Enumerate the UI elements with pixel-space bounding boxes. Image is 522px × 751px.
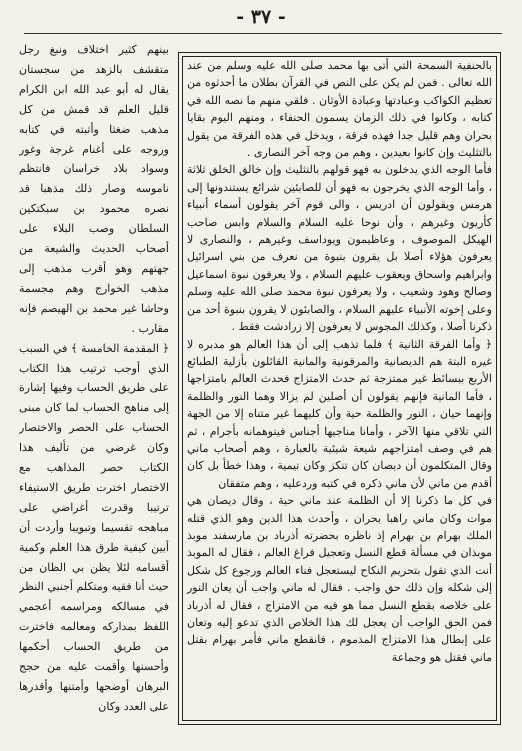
main-paragraph: بالحنفية السمحة التي أتى بها محمد صلى الله عليه وسلم من عند الله تعالى . فمن لم يكن على النص في القرآن بطلان ما أحدثوه من تعظيم الكواكب وعبادتها وعبادة الأوثان . فلقي منهم ما نصه الله في كتابه ، وكانوا في ذلك الزمان يسمون الحنفاء ، ومنهم اليوم بقايا بحران وهم قليل جدا فهذه فرقة ، ويدخل في هذه الفرقة من يقول بالتثليث وإن كانوا بعيدين ، وهم من وجه آخر النصارى .	[187, 59, 492, 160]
main-column	[178, 52, 501, 725]
header-rule	[24, 33, 502, 34]
side-paragraph: بينهم كثير اختلاف ونبغ رجل متقشف بالزهد من سجستان يقال له أبو عبد الله ابن الكرام قليل العلم قد قمش من كل مذهب ضغثا وأثبته في كتابه وروجه على أغنام غرجة وغور وسواد بلاد خراسان فانتظم ناموسه وصار ذلك مذهبا قد نصره محمود بن سبكتكين السلطان وصب البلاء على أصحاب الحديث والشيعة من جهتهم وهو أقرب مذهب إلى مذهب الخوارج وهم مجسمة وحاشا غير محمد بن الهيصم فإنه مقارب .	[19, 43, 169, 335]
main-paragraph: في كل ما ذكرنا إلا أن الظلمة عند ماني حية ، وقال ديصان هي موات وكان ماني راهبا بحران ، وأحدث هذا الدين وهو الذي قتله الملك بهرام بن بهرام إذ ناظره بحضرته أذرباد بن مارسفند موبذ موبذان في مسألة قطع النسل وتعجيل فراغ العالم ، فقال له الموبذ أنت الذي تقول بتحريم النكاح ليستعجل فناء العالم ورجوع كل شكل إلى شكله وإن ذلك حق واجب . فقال له ماني واجب أن يعان النور على خلاصه بقطع النسل مما هو فيه من الامتزاج ، فقال له أذرباد فمن الحق الواجب أن يعجل لك هذا الخلاص الذي تدعو إليه وتعان على إبطال هذا الامتزاج المذموم ، فانقطع ماني فأمر بهرام بقتل ماني فقتل هو وجماعة	[187, 494, 492, 664]
page-number: - ٣٧ -	[236, 6, 286, 28]
side-paragraph: ﴿ المقدمة الخامسة ﴾ في السبب الذي أوجب ترتيب هذا الكتاب على طريق الحساب وفيها إشارة إلى مناهج الحساب لما كان مبنى الحساب على الحصر والاختصار وكان غرضي من تأليف هذا الكتاب حصر المذاهب مع الاختصار اخترت طريق الاستيفاء ترتيبا وقدرت أغراضي على مباهجه تقسيما وتبويبا وأردت أن أبين كيفية طرق هذا العلم وكمية أقسامه لئلا يظن بي الظان من حيث أنا فقيه ومتكلم أجنبي النظر في مسالكه ومراسمه أعجمي اللفظ بمداركه ومعالمه فاخترت من طريق الحساب أحكمها وأحسنها وأقمت عليه من حجج البرهان أوضحها وأمتنها وأقدرها على العدد وكان	[19, 341, 169, 713]
side-column	[19, 40, 169, 730]
main-paragraph: ﴿ وأما الفرقة الثانية ﴾ فلما تذهب إلى أن هذا العالم هو مدبره لا غيره البتة هم الديصانية والمرقونية والمانية القائلون بأزلية الطبائع الأربع ببسائط غير ممتزجة ثم حدث الامتزاج فحدث العالم بامتزاجها ، فأما المانية فإنهم يقولون أن أصلين لم يزالا وهما النور والظلمة وإنهما حيان ، النور والظلمة حية وأن كليهما غير متناه إلا من الجهة التي تلاقي منها الآخر ، وأمانا مناجيها أجناس فيتوهمانه بأجرام ، ثم هم في وصف امتزاجهم شيعة شيئية بالعبارة ، وهم أصحاب ماني وقال المتكلمون أن ديصان كان تنكز وكان تيمية ، وهذا خطأ بل كان أقدم من ماني لأن ماني ذكره في كتبه وردعليه ، وهم متفقان	[187, 337, 492, 490]
main-paragraph: فأما الوجه الذي يدخلون به فهو قولهم بالتثليث وإن خالق الخلق ثلاثة ، وأما الوجه الذي يخرجون به فهو أن للصابئين شرائع يستندونها إلى هرمس ويقولون أن ادريس ، والى قوم آخر يقولون أسماء أنبياء كأريون وغيرهم ، وأن نوحا عليه السلام والسلام وابس صاحب الهيكل الموصوف ، وعاظيمون ويوداسف وغيرهم ، والنصارى لا يعرفون هؤلاء أصلا بل يقرون بنبوة من نعرف من بني اسرائيل وابراهيم واسحاق ويعقوب عليهم السلام ، ولا يعرفون نبوة اسماعيل وصالح وهود وشعيب ، ولا يعرفون نبوة محمد صلى الله عليه وسلم وعلى إخوته الأنبياء عليهم السلام ، والصابئون لا يقرون بنبوة أحد من ذكرنا أصلا ، وكذلك المجوس لا يعرفون إلا زرادشت فقط .	[187, 163, 492, 334]
